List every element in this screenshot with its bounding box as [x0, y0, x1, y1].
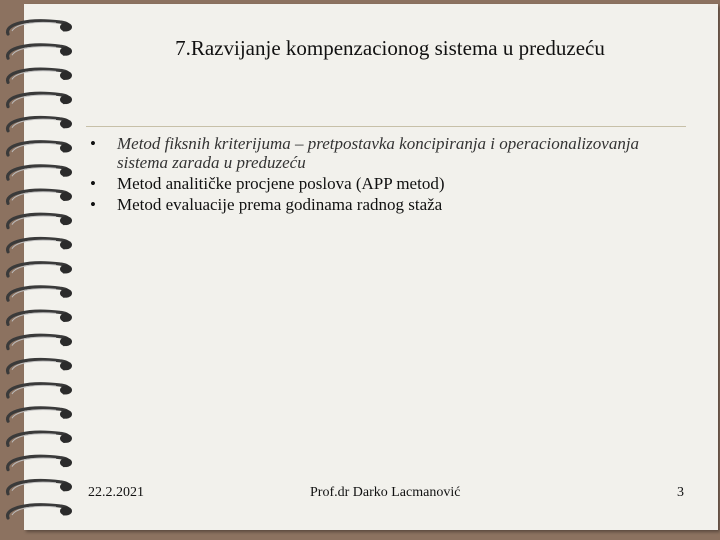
binding-ring	[8, 190, 72, 203]
slide-page	[24, 4, 718, 530]
binding-ring	[8, 69, 72, 82]
binding-ring	[8, 456, 72, 469]
bullet-item-3	[90, 195, 690, 214]
binding-ring	[8, 45, 72, 58]
bullet-item-2	[90, 174, 690, 193]
binding-ring	[8, 142, 72, 155]
bullet-text: Metod fiksnih kriterijuma – pretpostavka koncipiranja i operacionalizovanja sistema zarada u preduzeću	[117, 134, 640, 172]
bullet-item-1	[90, 134, 690, 172]
binding-ring	[8, 166, 72, 179]
binding-ring	[8, 239, 72, 252]
binding-ring	[8, 335, 72, 348]
binding-ring	[8, 311, 72, 324]
bullet-text: Metod evaluacije prema godinama radnog staža	[117, 195, 443, 214]
bullet-list	[90, 134, 690, 216]
bullet-dot: •	[90, 174, 96, 193]
binding-ring	[8, 384, 72, 397]
spiral-binding-icon	[0, 0, 90, 540]
binding-ring	[8, 93, 72, 106]
bullet-dot: •	[90, 195, 96, 214]
bullet-dot: •	[90, 134, 96, 153]
binding-ring	[8, 360, 72, 373]
footer-date: 22.2.2021	[88, 485, 144, 500]
binding-ring	[8, 287, 72, 300]
binding-ring	[8, 408, 72, 421]
binding-ring	[8, 263, 72, 276]
binding-ring	[8, 432, 72, 445]
binding-ring	[8, 214, 72, 227]
bullet-text: Metod analitičke procjene poslova (APP metod)	[117, 174, 445, 193]
binding-ring	[8, 481, 72, 494]
footer-page-number: 3	[677, 485, 684, 500]
title-divider	[86, 126, 686, 127]
slide-title: 7.Razvijanje kompenzacionog sistema u preduzeću	[175, 36, 605, 60]
binding-ring	[8, 118, 72, 131]
binding-ring	[8, 21, 72, 34]
footer-author: Prof.dr Darko Lacmanović	[310, 485, 461, 500]
binding-ring	[8, 505, 72, 518]
